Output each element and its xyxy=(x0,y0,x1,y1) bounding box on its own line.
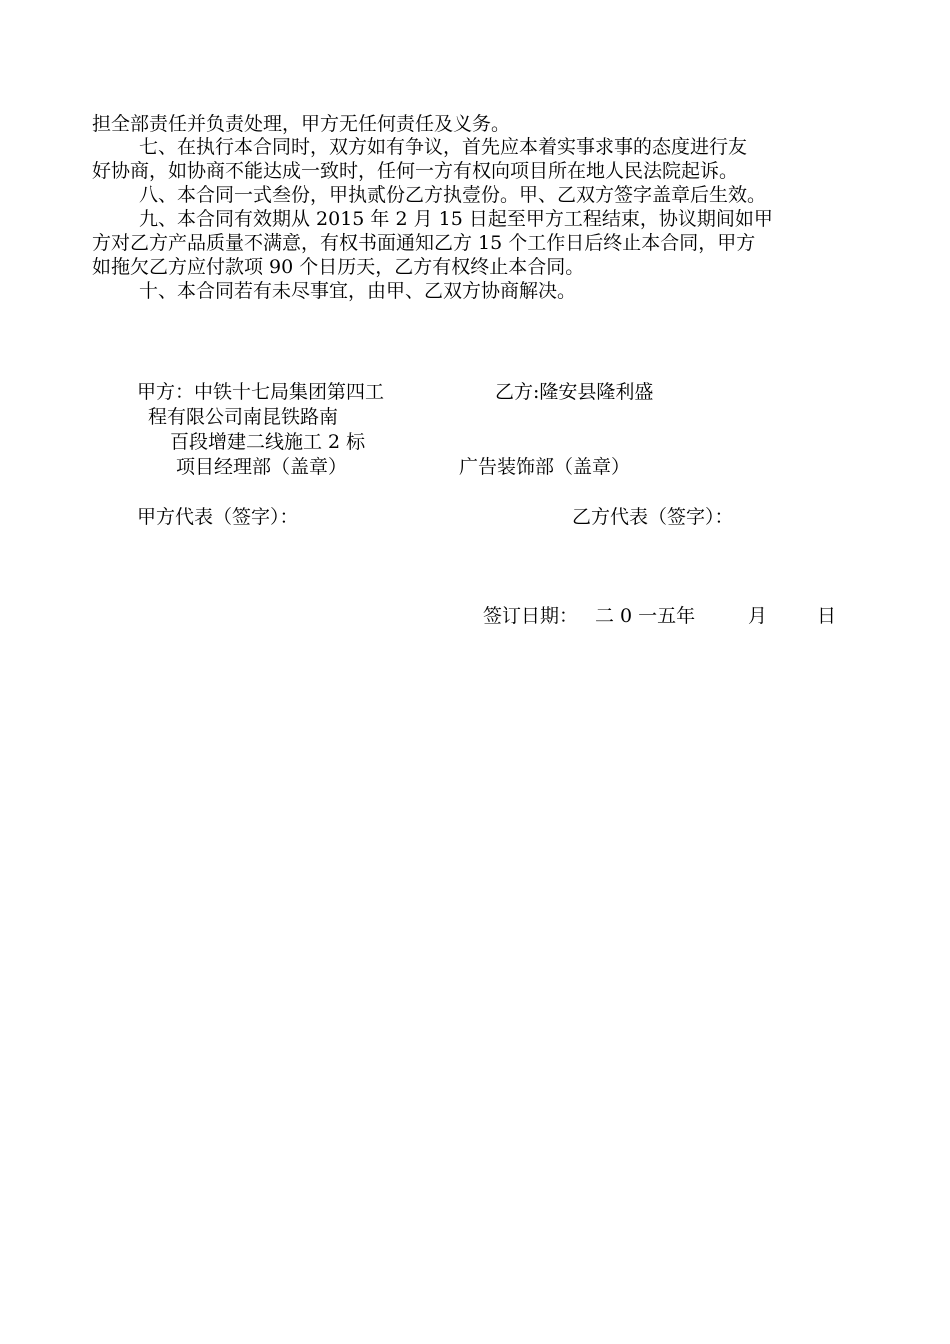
clause-9-line-1: 九、本合同有效期从 2015 年 2 月 15 日起至甲方工程结束，协议期间如甲 xyxy=(139,208,773,230)
clause-8: 八、本合同一式叁份，甲执贰份乙方执壹份。甲、乙双方签字盖章后生效。 xyxy=(139,184,767,206)
party-a-representative-label: 甲方代表（签字）： xyxy=(137,506,299,528)
signing-date-month: 月 xyxy=(748,605,768,627)
party-b-line-1: 乙方:隆安县隆利盛 xyxy=(495,381,654,403)
signing-date-year: 二 0 一五年 xyxy=(595,605,696,627)
party-a-line-1: 甲方：中铁十七局集团第四工 xyxy=(137,381,385,403)
clause-9-line-2: 方对乙方产品质量不满意，有权书面通知乙方 15 个工作日后终止本合同，甲方 xyxy=(92,232,756,254)
clause-7-line-2: 好协商，如协商不能达成一致时，任何一方有权向项目所在地人民法院起诉。 xyxy=(92,160,739,182)
party-a-line-3: 百段增建二线施工 2 标 xyxy=(170,431,366,453)
party-b-representative-label: 乙方代表（签字）： xyxy=(572,506,734,528)
party-a-line-4: 项目经理部（盖章） xyxy=(176,456,348,478)
party-a-line-2: 程有限公司南昆铁路南 xyxy=(148,406,339,428)
signing-date-label: 签订日期： xyxy=(483,605,579,627)
clause-6-continuation: 担全部责任并负责处理，甲方无任何责任及义务。 xyxy=(92,113,511,135)
clause-10: 十、本合同若有未尽事宜，由甲、乙双方协商解决。 xyxy=(139,280,577,302)
clause-7-line-1: 七、在执行本合同时，双方如有争议，首先应本着实事求事的态度进行友 xyxy=(139,136,748,158)
signing-date-day: 日 xyxy=(817,605,837,627)
party-b-line-2: 广告装饰部（盖章） xyxy=(459,456,631,478)
clause-9-line-3: 如拖欠乙方应付款项 90 个日历天，乙方有权终止本合同。 xyxy=(92,256,585,278)
